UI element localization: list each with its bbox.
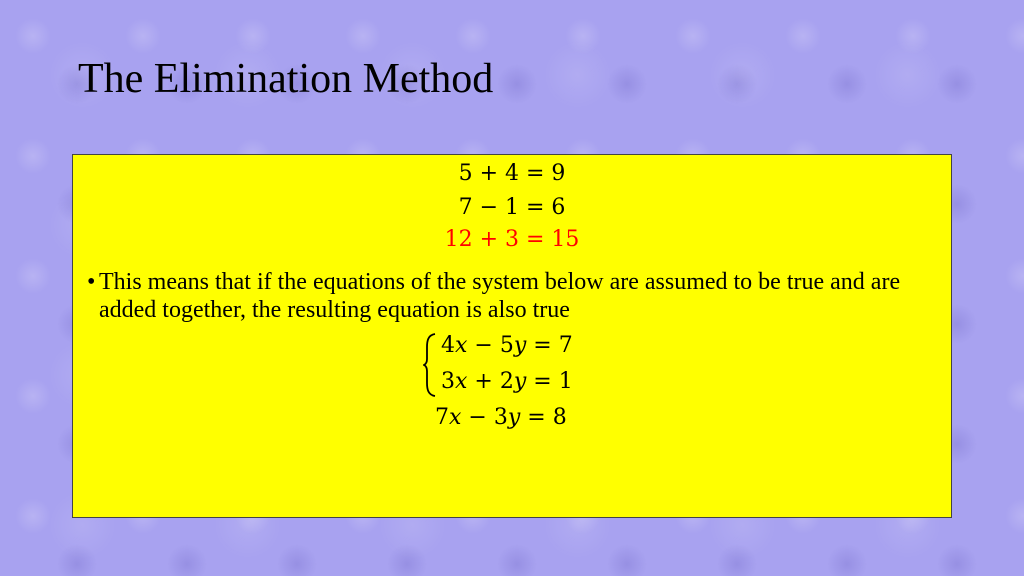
example-sum-equation: 12 + 3 = 15 (444, 227, 580, 252)
system-equation-1: 4x − 5y = 7 (441, 333, 573, 358)
result-equation: 7x − 3y = 8 (435, 405, 567, 430)
example-equation-1: 5 + 4 = 9 (458, 161, 566, 186)
content-box (72, 154, 952, 518)
bullet-text: This means that if the equations of the system below are assumed to be true and are added together, the resulting equation is also true (99, 269, 901, 323)
system-equation-2: 3x + 2y = 1 (441, 369, 573, 394)
bullet-dot-icon: • (87, 269, 96, 295)
left-brace-icon (423, 333, 437, 397)
example-equation-2: 7 − 1 = 6 (458, 195, 566, 220)
slide-title: The Elimination Method (78, 56, 494, 102)
